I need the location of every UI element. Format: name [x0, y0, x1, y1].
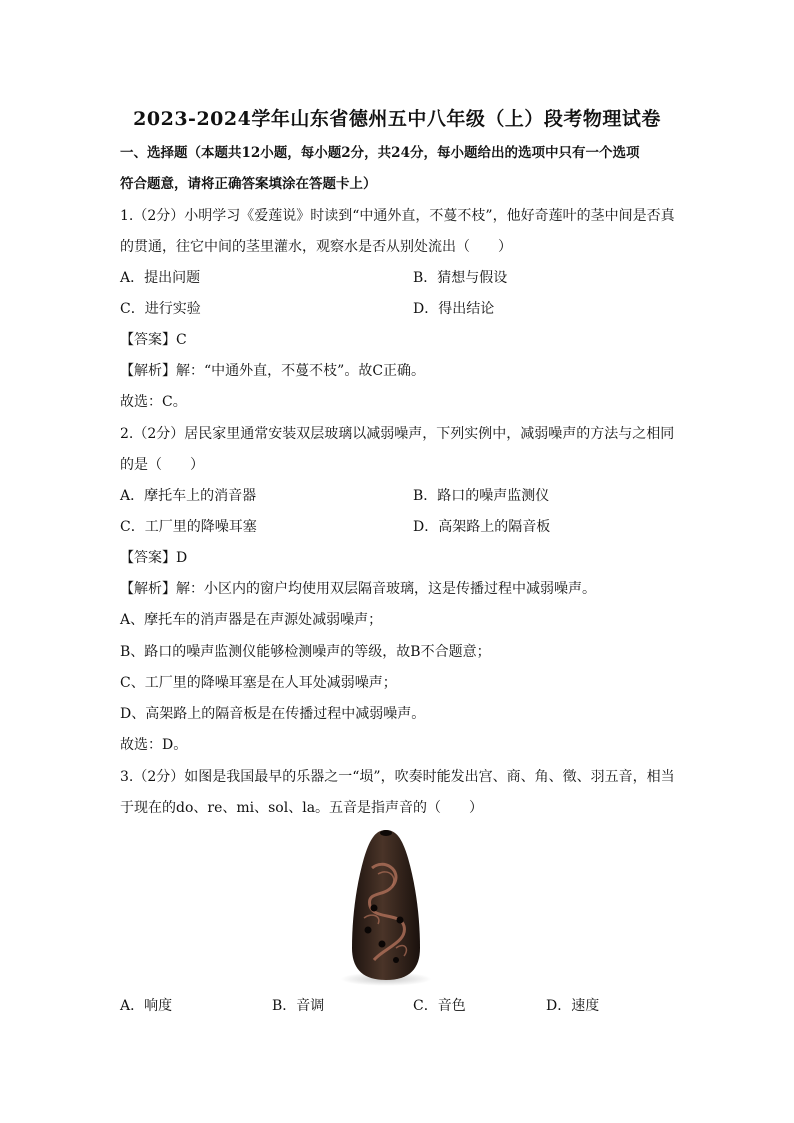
q2-stem-line2: 的是（ ） [120, 457, 204, 473]
q2-answer: 【答案】D [120, 550, 188, 566]
q1-option-b: B．猜想与假设 [413, 270, 508, 286]
q3-stem-line2: 于现在的do、re、mi、sol、la。五音是指声音的（ ） [120, 800, 484, 816]
q1-choose: 故选：C。 [120, 394, 187, 410]
q1-stem-line1: 1.（2分）小明学习《爱莲说》时读到“中通外直，不蔓不枝”，他好奇莲叶的茎中间是否真 [120, 208, 675, 224]
q1-option-a: A．提出问题 [120, 270, 201, 286]
q2-analysis: 【解析】解：小区内的窗户均使用双层隔音玻璃，这是传播过程中减弱噪声。 [120, 581, 596, 597]
q2-analysis-c: C、工厂里的降噪耳塞是在人耳处减弱噪声； [120, 675, 397, 691]
q3-option-a: A．响度 [120, 998, 173, 1014]
q1-answer: 【答案】C [120, 332, 187, 348]
q3-option-d: D．速度 [546, 998, 600, 1014]
q1-option-d: D．得出结论 [413, 301, 495, 317]
section-heading-line1: 一、选择题（本题共12小题，每小题2分，共24分，每小题给出的选项中只有一个选项 [120, 145, 640, 161]
q1-option-c: C．进行实验 [120, 301, 201, 317]
q2-analysis-d: D、高架路上的隔音板是在传播过程中减弱噪声。 [120, 706, 426, 722]
q2-stem-line1: 2.（2分）居民家里通常安装双层玻璃以减弱噪声，下列实例中，减弱噪声的方法与之相同 [120, 426, 675, 442]
q3-stem-line1: 3.（2分）如图是我国最早的乐器之一“埙”，吹奏时能发出宫、商、角、徵、羽五音，相当 [120, 769, 675, 785]
q3-option-c: C．音色 [413, 998, 466, 1014]
q1-analysis: 【解析】解：“中通外直，不蔓不枝”。故C正确。 [120, 363, 426, 379]
xun-image [348, 828, 424, 984]
q2-analysis-a: A、摩托车的消声器是在声源处减弱噪声； [120, 612, 383, 628]
q3-option-b: B．音调 [272, 998, 325, 1014]
xun-illustration [348, 828, 424, 984]
section-heading-line2: 符合题意，请将正确答案填涂在答题卡上） [120, 176, 377, 192]
q2-option-d: D．高架路上的隔音板 [413, 519, 551, 535]
q2-option-c: C．工厂里的降噪耳塞 [120, 519, 257, 535]
q1-stem-line2: 的贯通，往它中间的茎里灌水，观察水是否从别处流出（ ） [120, 239, 512, 255]
q2-choose: 故选：D。 [120, 737, 188, 753]
q2-option-b: B．路口的噪声监测仪 [413, 488, 550, 504]
q2-analysis-b: B、路口的噪声监测仪能够检测噪声的等级，故B不合题意； [120, 644, 491, 660]
page-title: 2023-2024学年山东省德州五中八年级（上）段考物理试卷 [133, 108, 661, 130]
q2-option-a: A．摩托车上的消音器 [120, 488, 257, 504]
